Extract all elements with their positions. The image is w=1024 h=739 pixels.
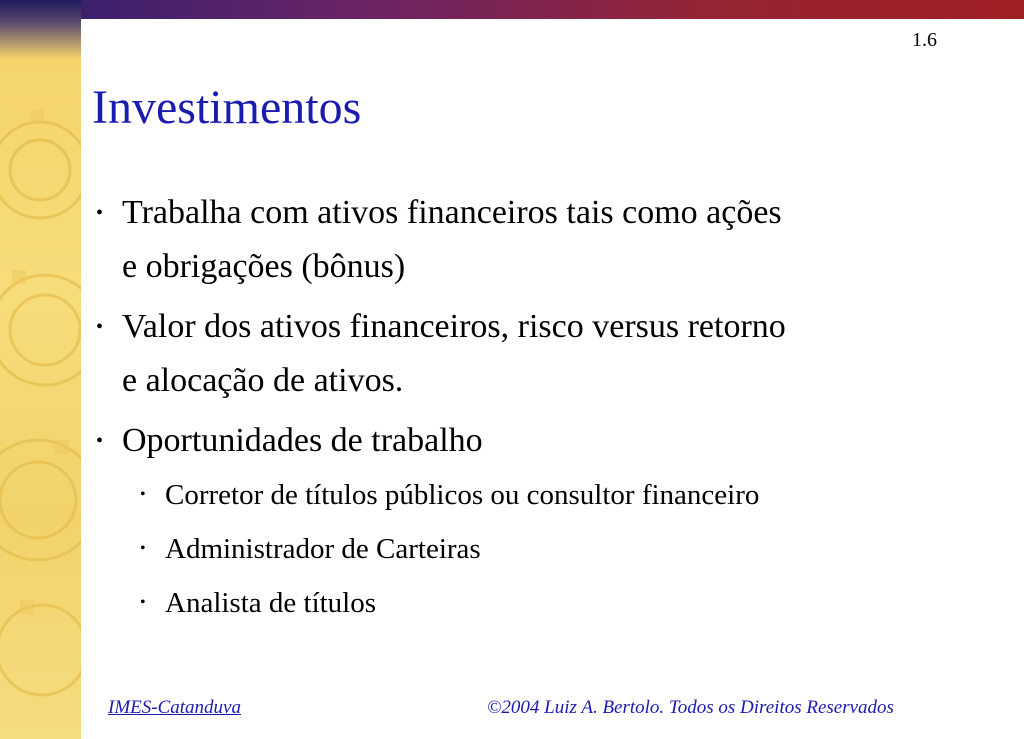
sub-bullet-item bbox=[92, 576, 1012, 630]
bullet-item bbox=[92, 186, 1012, 294]
bullet-text: Valor dos ativos financeiros, risco versus retorno bbox=[122, 308, 786, 345]
bullet-text: e alocação de ativos. bbox=[122, 362, 404, 399]
sub-bullet-text: Analista de títulos bbox=[165, 587, 377, 619]
footer-institution-link[interactable]: IMES-Catanduva bbox=[108, 697, 241, 718]
sub-bullet-text: Corretor de títulos públicos ou consultor financeiro bbox=[165, 479, 760, 511]
bullet-text: Oportunidades de trabalho bbox=[122, 422, 483, 459]
bullet-dot-icon: • bbox=[96, 430, 104, 452]
slide-title: Investimentos bbox=[92, 81, 362, 134]
gear-pattern-icon bbox=[0, 0, 81, 739]
sub-bullet-item bbox=[92, 468, 1012, 522]
sub-bullet-text: Administrador de Carteiras bbox=[165, 533, 481, 565]
bullet-text: e obrigações (bônus) bbox=[122, 248, 406, 285]
bullet-text: Trabalha com ativos financeiros tais como ações bbox=[122, 194, 782, 231]
bullet-dot-icon: • bbox=[140, 486, 146, 503]
bullet-dot-icon: • bbox=[96, 316, 104, 338]
sub-bullet-item bbox=[92, 522, 1012, 576]
bullet-item bbox=[92, 300, 1012, 408]
bullet-item bbox=[92, 414, 1012, 468]
bullet-dot-icon: • bbox=[140, 540, 146, 557]
bullet-dot-icon: • bbox=[96, 202, 104, 224]
top-accent-bar bbox=[0, 0, 1024, 19]
bullet-dot-icon: • bbox=[140, 594, 146, 611]
footer-copyright: ©2004 Luiz A. Bertolo. Todos os Direitos Reservados bbox=[487, 697, 894, 718]
bullet-list bbox=[92, 186, 1012, 630]
decorative-side-strip bbox=[0, 0, 81, 739]
slide-number: 1.6 bbox=[912, 29, 937, 51]
